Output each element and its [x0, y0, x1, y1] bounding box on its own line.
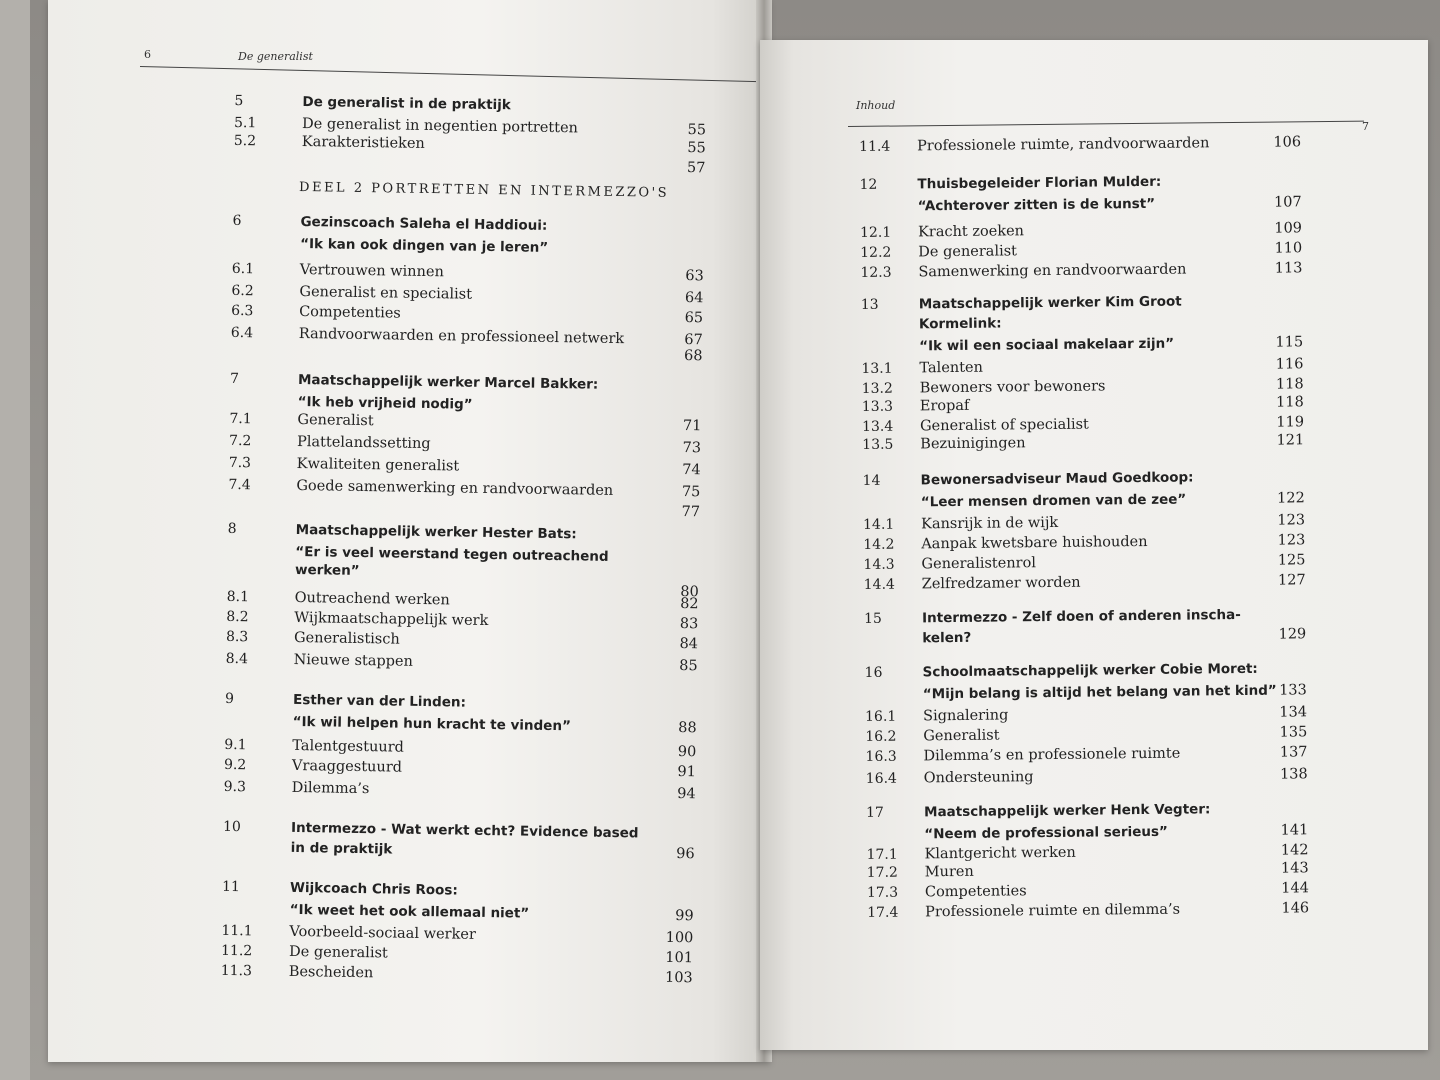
toc-entry-number: 14.1	[863, 516, 895, 533]
toc-page-number: 135	[1279, 724, 1308, 741]
toc-entry-number: 14.4	[863, 576, 895, 593]
chapter-title: “Neem de professional serieus”	[924, 823, 1168, 843]
toc-entry-number: 13.4	[861, 418, 894, 435]
toc-page-number: 68	[683, 348, 703, 365]
toc-entry-number: 17.2	[866, 864, 898, 881]
toc-entry-number: 7.1	[229, 410, 252, 428]
toc-page-number: 55	[687, 122, 707, 139]
section-title: Competenties	[299, 303, 401, 322]
toc-entry-number: 9.2	[223, 756, 247, 774]
left-toc	[31, 0, 770, 1073]
section-title: Signalering	[923, 707, 1009, 725]
toc-entry-number: 12.3	[860, 264, 892, 281]
section-heading: DEEL 2 PORTRETTEN EN INTERMEZZO'S	[298, 179, 670, 201]
chapter-title: Schoolmaatschappelijk werker Cobie Moret:	[922, 660, 1258, 681]
section-title: Plattelandssetting	[296, 433, 431, 453]
chapter-title: “Leer mensen dromen van de zee”	[920, 491, 1187, 511]
toc-page-number: 138	[1279, 766, 1308, 783]
toc-page-number: 107	[1273, 194, 1302, 211]
toc-entry-number: 14	[862, 472, 881, 489]
toc-entry-number: 5.2	[233, 132, 257, 150]
toc-entry-number: 6.2	[231, 282, 254, 300]
section-title: Generalist	[297, 411, 374, 430]
right-toc	[760, 33, 1439, 1050]
section-title: Wijkmaatschappelijk werk	[294, 609, 489, 629]
toc-page-number: 71	[682, 418, 702, 435]
toc-entry-number: 11.2	[220, 942, 253, 960]
section-title: De generalist in negentien portretten	[301, 116, 579, 137]
chapter-title: Intermezzo - Wat werkt echt? Evidence based	[290, 819, 639, 842]
toc-entry-number: 12.1	[859, 224, 892, 241]
toc-page-number: 125	[1277, 552, 1306, 569]
toc-page-number: 73	[682, 440, 702, 457]
section-title: Vraaggestuurd	[291, 757, 403, 776]
toc-page-number: 118	[1275, 376, 1304, 393]
section-title: Eropaf	[919, 397, 970, 415]
chapter-title: “Ik kan ook dingen van je leren”	[300, 235, 549, 256]
chapter-title: “Ik weet het ook allemaal niet”	[289, 901, 530, 922]
toc-page-number: 55	[687, 140, 706, 157]
toc-page-number: 101	[665, 949, 694, 967]
section-title: Bezuinigingen	[920, 435, 1026, 453]
toc-entry-number: 16.3	[865, 748, 897, 765]
toc-page-number: 91	[677, 763, 697, 781]
toc-entry-number: 6.3	[231, 302, 254, 320]
toc-page-number: 100	[665, 929, 694, 947]
toc-page-number: 115	[1275, 334, 1304, 351]
toc-page-number: 67	[684, 332, 703, 349]
section-title: Samenwerking en randvoorwaarden	[918, 261, 1187, 281]
chapter-title: Maatschappelijk werker Marcel Bakker:	[297, 371, 599, 393]
toc-page-number: 137	[1279, 744, 1308, 761]
section-title: Kwaliteiten generalist	[296, 455, 460, 475]
toc-entry-number: 13	[860, 296, 879, 313]
section-title: Randvoorwaarden en professioneel netwerk	[298, 325, 625, 348]
section-title: De generalist	[288, 943, 388, 962]
toc-page-number: 121	[1276, 432, 1305, 449]
toc-entry-number: 6.1	[231, 260, 255, 278]
chapter-title: kelen?	[922, 629, 972, 647]
section-title: Voorbeeld-sociaal werker	[289, 923, 476, 943]
toc-page-number: 90	[677, 743, 697, 761]
toc-page-number: 144	[1281, 880, 1309, 897]
toc-entry-number: 7.4	[228, 476, 251, 494]
toc-entry-number: 17.4	[867, 904, 899, 921]
section-title: Competenties	[924, 883, 1027, 901]
chapter-title: “Ik heb vrijheid nodig”	[297, 393, 473, 413]
toc-page-number: 75	[681, 484, 701, 501]
toc-entry-number: 6.4	[230, 324, 254, 342]
toc-page-number: 88	[678, 719, 697, 737]
toc-entry-number: 12.2	[860, 244, 892, 261]
chapter-title: “Ik wil een sociaal makelaar zijn”	[919, 335, 1175, 355]
chapter-title: “Er is veel weerstand tegen outreachend	[295, 543, 609, 565]
chapter-title: Gezinscoach Saleha el Haddioui:	[300, 213, 548, 234]
section-title: Nieuwe stappen	[293, 651, 414, 670]
section-title: Generalist	[923, 727, 1000, 745]
toc-page-number: 143	[1280, 860, 1309, 877]
toc-entry-number: 11.4	[859, 138, 891, 155]
chapter-title: “Ik wil helpen hun kracht te vinden”	[292, 713, 572, 735]
toc-entry-number: 9	[224, 690, 235, 708]
toc-entry-number: 8.4	[225, 650, 249, 668]
toc-page-number: 74	[682, 462, 701, 479]
chapter-title: Maatschappelijk werker Hester Bats:	[295, 521, 577, 543]
toc-page-number: 110	[1274, 240, 1303, 257]
section-title: Dilemma’s	[291, 779, 370, 798]
chapter-title: Thuisbegeleider Florian Mulder:	[917, 173, 1162, 193]
toc-page-number: 83	[679, 616, 699, 633]
toc-page-number: 123	[1277, 532, 1306, 549]
toc-entry-number: 9.1	[224, 736, 247, 754]
toc-entry-number: 17.1	[866, 846, 898, 863]
section-title: Karakteristieken	[301, 134, 425, 152]
left-folio: 6	[144, 48, 151, 61]
toc-entry-number: 17.3	[866, 884, 899, 901]
toc-entry-number: 7.3	[228, 454, 252, 472]
left-page	[48, 0, 770, 1062]
chapter-title: Maatschappelijk werker Henk Vegter:	[924, 801, 1211, 821]
toc-page-number: 133	[1279, 682, 1307, 699]
toc-page-number: 64	[684, 290, 704, 307]
toc-entry-number: 10	[222, 818, 241, 836]
toc-entry-number: 11	[221, 878, 241, 896]
toc-page-number: 116	[1275, 356, 1304, 373]
section-title: Vertrouwen winnen	[299, 261, 444, 281]
toc-page-number: 141	[1280, 822, 1309, 839]
chapter-title: werken”	[294, 561, 360, 579]
section-title: Professionele ruimte en dilemma’s	[925, 901, 1181, 921]
toc-entry-number: 13.5	[862, 436, 894, 453]
section-title: Kansrijk in de wijk	[920, 514, 1059, 533]
toc-entry-number: 11.1	[221, 922, 253, 940]
toc-page-number: 119	[1276, 414, 1305, 431]
section-title: De generalist	[918, 243, 1018, 261]
section-title: Generalist en specialist	[299, 283, 473, 303]
toc-page-number: 82	[680, 596, 699, 613]
toc-entry-number: 14.3	[863, 556, 895, 573]
toc-page-number: 84	[679, 635, 699, 653]
toc-page-number: 113	[1274, 260, 1303, 277]
toc-page-number: 134	[1279, 704, 1308, 721]
left-running-head: De generalist	[238, 50, 313, 63]
section-title: Dilemma’s en professionele ruimte	[923, 745, 1181, 765]
toc-page-number: 123	[1277, 512, 1306, 529]
toc-entry-number: 17	[866, 804, 885, 821]
toc-page-number: 65	[684, 310, 704, 327]
section-title: Generalist of specialist	[919, 416, 1089, 435]
section-title: Goede samenwerking en randvoorwaarden	[296, 477, 614, 499]
right-running-head: Inhoud	[856, 99, 896, 112]
toc-entry-number: 16.1	[865, 708, 897, 725]
toc-entry-number: 11.3	[220, 962, 253, 980]
toc-entry-number: 16	[864, 664, 883, 681]
section-title: Bescheiden	[288, 963, 374, 982]
toc-page-number: 146	[1281, 900, 1310, 917]
section-title: Zelfredzamer worden	[921, 574, 1081, 593]
toc-page-number: 118	[1276, 394, 1304, 411]
toc-page-number: 85	[679, 657, 698, 675]
toc-page-number: 109	[1274, 220, 1303, 237]
toc-entry-number: 8	[227, 520, 237, 538]
chapter-title: Bewonersadviseur Maud Goedkoop:	[920, 469, 1194, 489]
section-title: Generalistisch	[293, 629, 400, 648]
chapter-title: Intermezzo - Zelf doen of anderen inscha-	[921, 606, 1241, 627]
toc-page-number: 94	[677, 785, 696, 803]
chapter-title: De generalist in de praktijk	[302, 94, 511, 114]
toc-entry-number: 15	[863, 610, 882, 627]
toc-entry-number: 7.2	[228, 432, 252, 450]
section-title: Talenten	[919, 359, 984, 377]
toc-entry-number: 6	[232, 212, 242, 230]
toc-page-number: 103	[664, 969, 693, 987]
chapter-title: in de praktijk	[290, 839, 393, 858]
toc-entry-number: 13.3	[861, 398, 894, 415]
chapter-title: Kormelink:	[918, 315, 1002, 333]
right-page	[760, 40, 1428, 1050]
toc-entry-number: 8.2	[226, 608, 249, 626]
section-title: Bewoners voor bewoners	[919, 378, 1106, 397]
section-title: Outreachend werken	[294, 589, 450, 609]
section-title: Klantgericht werken	[924, 844, 1076, 863]
toc-page-number: 142	[1280, 842, 1309, 859]
toc-entry-number: 5	[234, 92, 244, 110]
toc-entry-number: 8.1	[226, 588, 250, 606]
chapter-title: “Mijn belang is altijd het belang van het kind”	[922, 682, 1277, 703]
toc-entry-number: 7	[229, 370, 240, 388]
toc-entry-number: 12	[859, 176, 878, 193]
toc-page-number: 106	[1273, 134, 1302, 151]
toc-entry-number: 9.3	[223, 778, 247, 796]
toc-page-number: 96	[676, 845, 695, 863]
toc-page-number: 129	[1278, 626, 1307, 643]
toc-entry-number: 16.2	[865, 728, 897, 745]
toc-page-number: 99	[675, 907, 694, 925]
toc-entry-number: 5.1	[233, 114, 257, 132]
toc-page-number: 63	[685, 268, 704, 285]
toc-entry-number: 14.2	[863, 536, 895, 553]
section-title: Professionele ruimte, randvoorwaarden	[917, 135, 1210, 155]
section-title: Muren	[924, 863, 974, 881]
chapter-title: Maatschappelijk werker Kim Groot	[918, 293, 1182, 313]
toc-entry-number: 13.1	[861, 360, 893, 377]
section-title: Kracht zoeken	[917, 223, 1025, 241]
section-title: Aanpak kwetsbare huishouden	[921, 533, 1148, 553]
toc-page-number: 80	[680, 584, 699, 601]
toc-page-number: 127	[1277, 572, 1306, 589]
chapter-title: Wijkcoach Chris Roos:	[289, 879, 458, 899]
right-folio: 7	[1362, 120, 1369, 133]
chapter-title: Esther van der Linden:	[292, 691, 467, 711]
toc-entry-number: 8.3	[225, 628, 249, 646]
toc-entry-number: 13.2	[861, 380, 893, 397]
toc-entry-number: 16.4	[865, 770, 897, 787]
section-title: Talentgestuurd	[292, 737, 405, 756]
toc-page-number: 122	[1277, 490, 1305, 507]
chapter-title: “Achterover zitten is de kunst”	[917, 195, 1156, 215]
section-title: Generalistenrol	[921, 555, 1036, 573]
toc-page-number: 57	[686, 160, 706, 177]
section-title: Ondersteuning	[923, 769, 1034, 787]
toc-page-number: 77	[681, 504, 701, 521]
